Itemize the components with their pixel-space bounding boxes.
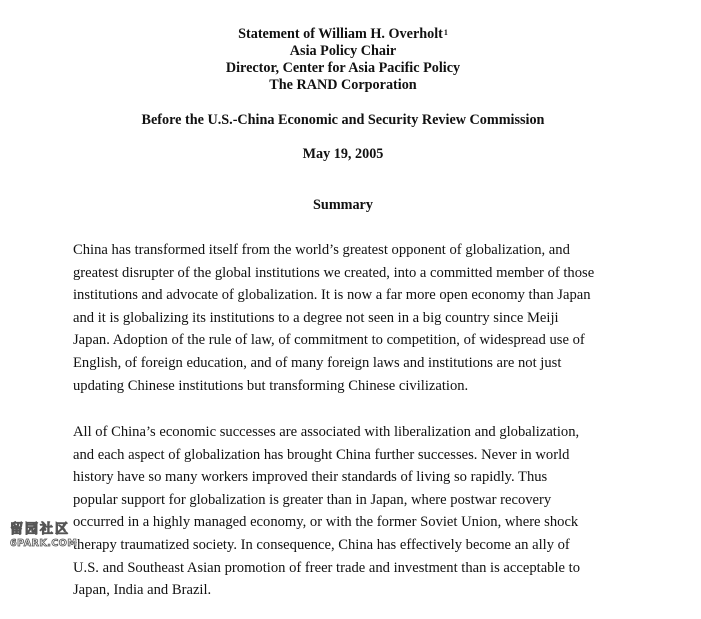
paragraph-line: U.S. and Southeast Asian promotion of freer trade and investment than is acceptable to: [73, 559, 580, 576]
paragraph-line: popular support for globalization is greater than in Japan, where postwar recovery: [73, 491, 552, 508]
paragraph-line: history have so many workers improved their standards of living so rapidly. Thus: [73, 469, 548, 486]
paragraph-line: updating Chinese institutions but transforming Chinese civilization.: [73, 377, 469, 394]
watermark-glyphs: 留园社区: [10, 522, 71, 537]
paragraph-line: greatest disrupter of the global institutions we created, into a committed member of those: [73, 264, 595, 281]
author-director-title: Director, Center for Asia Pacific Policy: [225, 60, 461, 76]
author-role: Asia Policy Chair: [289, 43, 397, 59]
summary-paragraph-2: [73, 421, 633, 602]
paragraph-line: Japan. Adoption of the rule of law, of commitment to competition, of widespread use of: [73, 332, 585, 349]
paragraph-line: occurred in a highly managed economy, or with the former Soviet Union, where shock: [73, 514, 579, 531]
watermark-text: 6PARK.COM: [10, 538, 78, 549]
paragraph-line: and it is globalizing its institutions to a degree not seen in a big country since Meiji: [73, 309, 559, 326]
statement-title: [0, 26, 686, 43]
paragraph-line: All of China’s economic successes are associated with liberalization and globalization,: [73, 424, 580, 440]
commission-line: Before the U.S.-China Economic and Security Review Commission: [141, 112, 545, 128]
paragraph-line: Japan, India and Brazil.: [73, 582, 212, 599]
paragraph-line: China has transformed itself from the world’s greatest opponent of globalization, and: [73, 242, 570, 258]
summary-heading: Summary: [313, 197, 373, 213]
paragraph-line: institutions and advocate of globalization. It is now a far more open economy than Japan: [73, 287, 591, 304]
author-organization: The RAND Corporation: [269, 77, 417, 93]
site-watermark: [10, 518, 96, 552]
statement-text: Statement of William H. Overholt: [238, 26, 443, 42]
paragraph-line: therapy traumatized society. In consequence, China has effectively become an ally of: [73, 536, 570, 553]
paragraph-line: and each aspect of globalization has brought China further successes. Never in world: [73, 446, 570, 463]
document-header: [0, 26, 686, 94]
summary-paragraph-1: [73, 239, 633, 397]
paragraph-line: English, of foreign education, and of many foreign laws and institutions are not just: [73, 354, 562, 371]
footnote-mark[interactable]: 1: [443, 28, 448, 37]
statement-date: May 19, 2005: [302, 146, 384, 162]
